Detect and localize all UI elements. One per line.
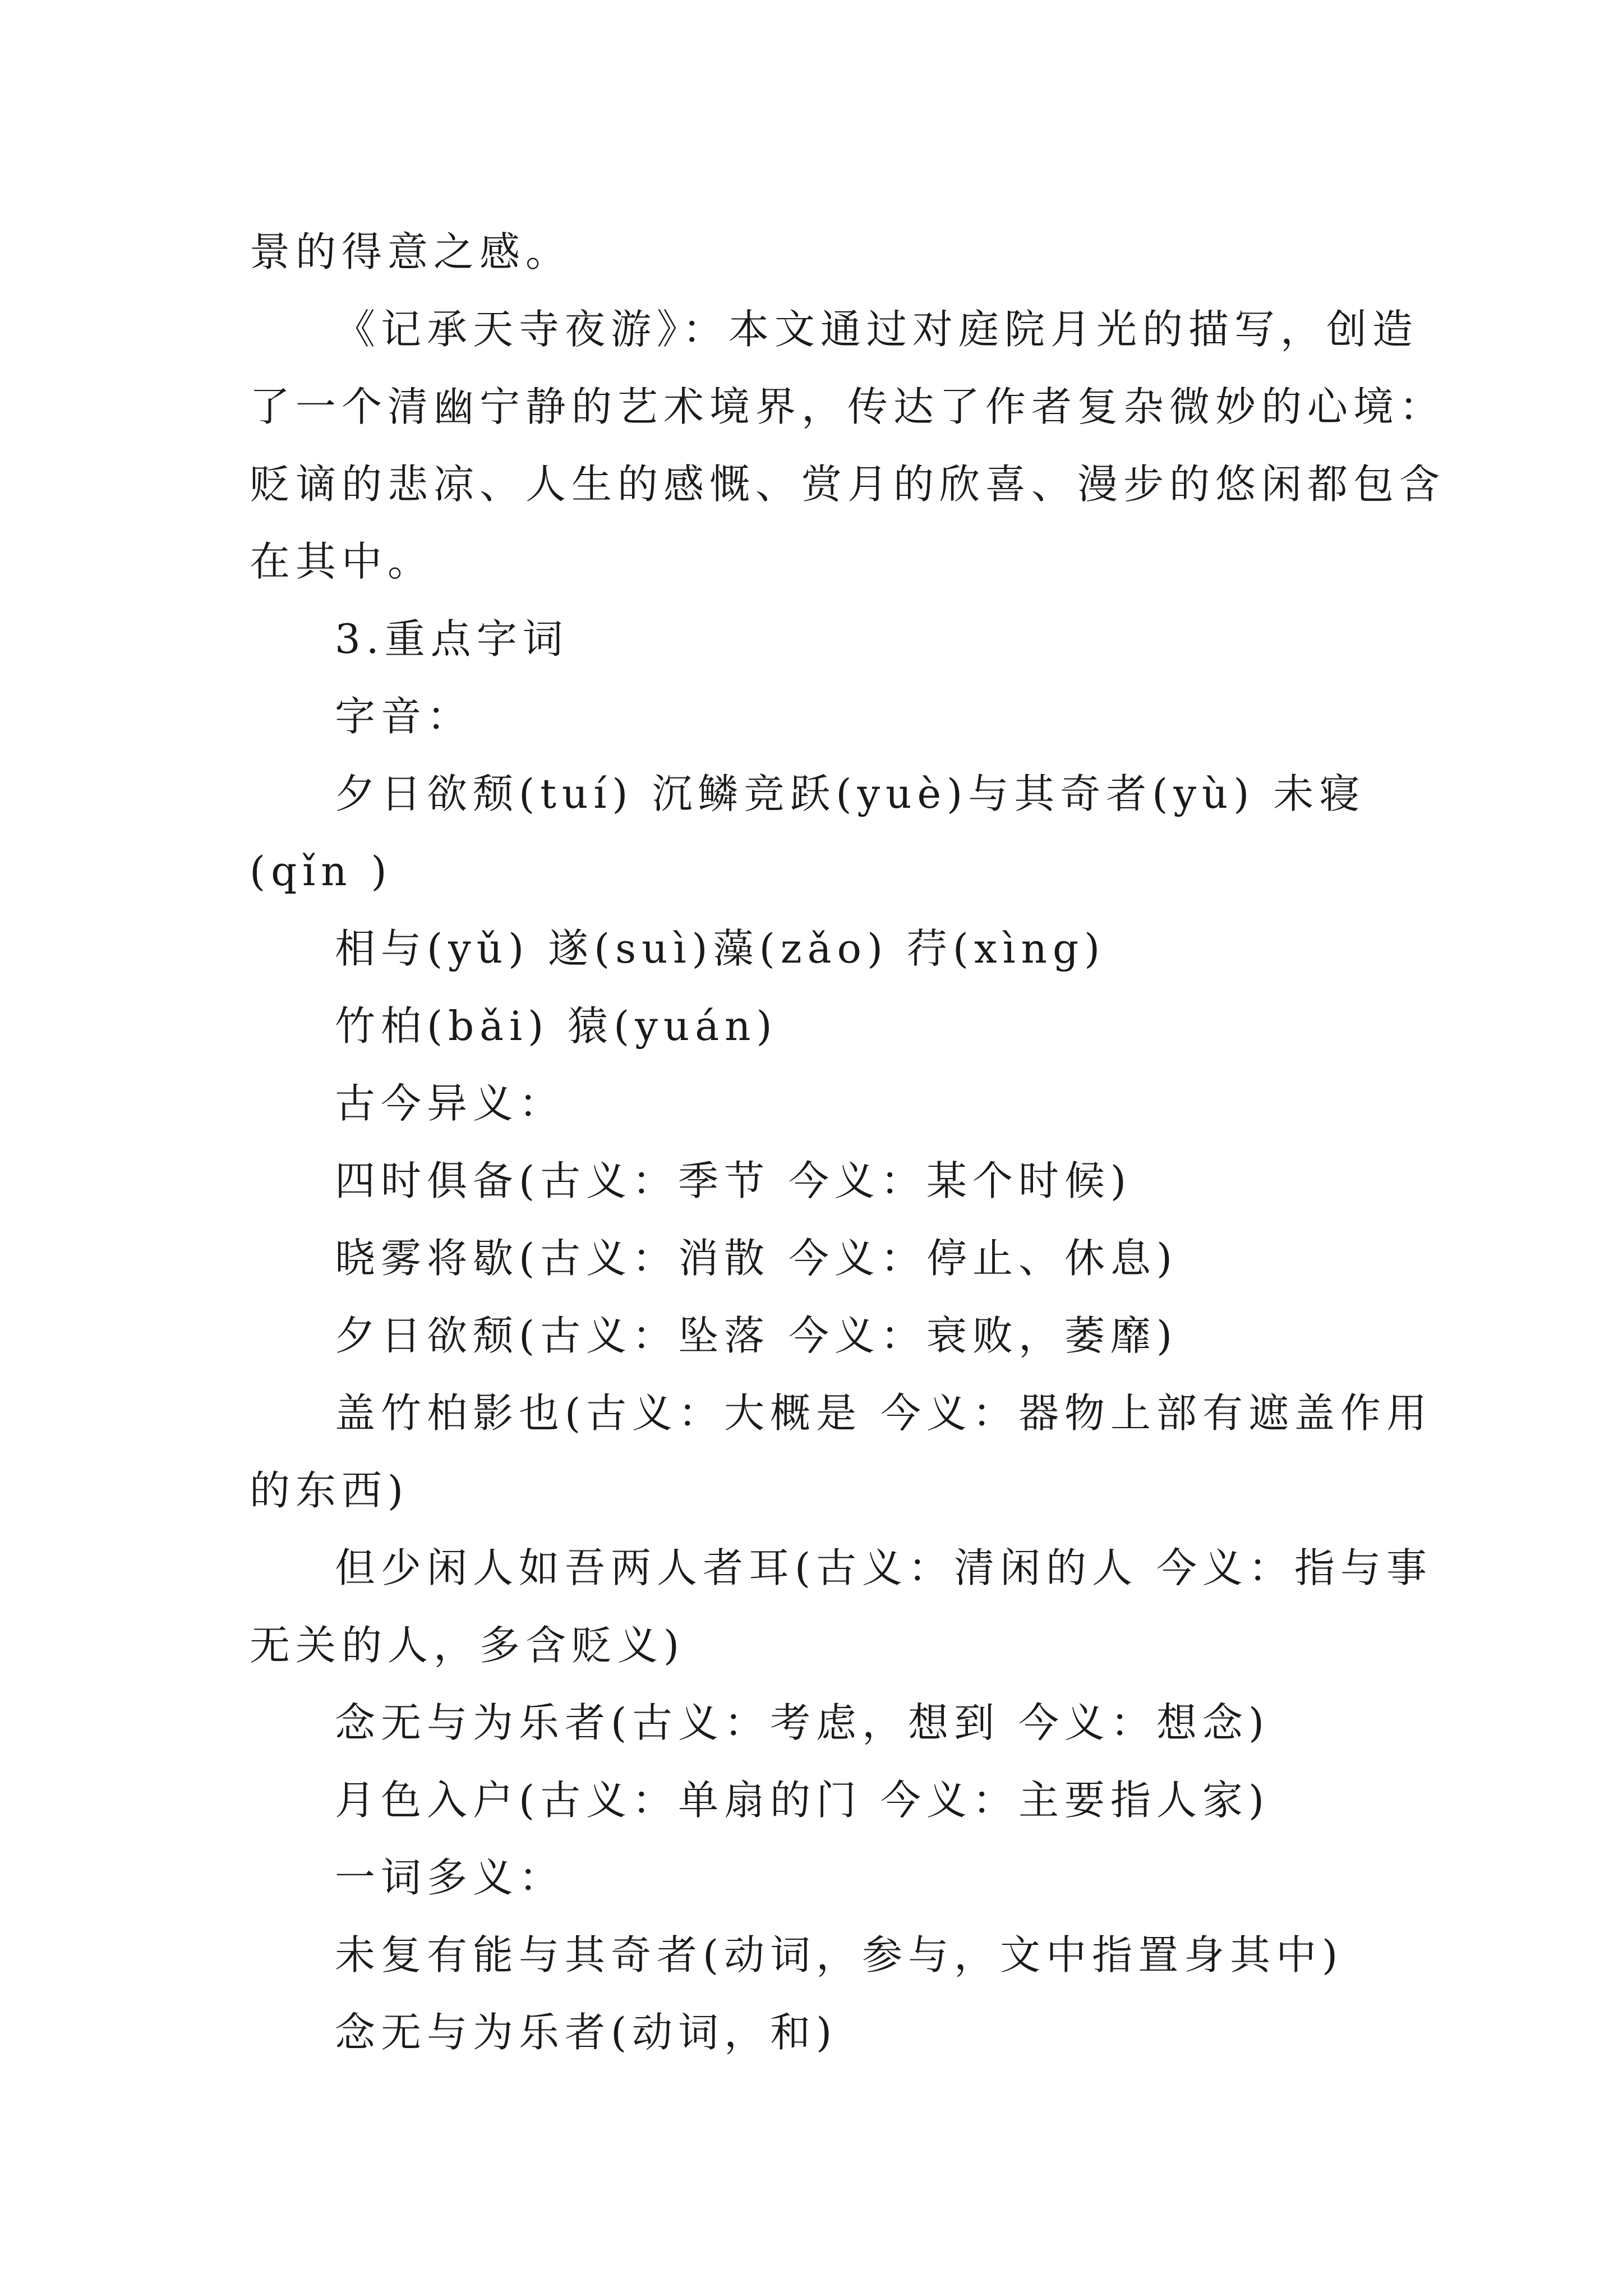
text-line: 但少闲人如吾两人者耳(古义：清闲的人 今义：指与事	[335, 1544, 1432, 1591]
text-line: 未复有能与其奇者(动词，参与，文中指置身其中)	[335, 1931, 1344, 1978]
text-line: 夕日欲颓(tuí) 沉鳞竞跃(yuè)与其奇者(yù) 未寝	[335, 770, 1366, 817]
text-line: 晓雾将歇(古义：消散 今义：停止、休息)	[335, 1235, 1178, 1282]
subsection-heading: 字音：	[335, 693, 473, 740]
text-line: 的东西)	[250, 1467, 409, 1514]
text-line: 念无与为乐者(动词，和)	[335, 2009, 838, 2056]
text-line: (qǐn )	[250, 848, 393, 895]
text-line: 夕日欲颓(古义：坠落 今义：衰败，萎靡)	[335, 1312, 1178, 1359]
text-line: 月色入户(古义：单扇的门 今义：主要指人家)	[335, 1777, 1270, 1824]
text-line: 无关的人，多含贬义)	[250, 1622, 685, 1669]
text-line: 贬谪的悲凉、人生的感慨、赏月的欣喜、漫步的悠闲都包含	[250, 461, 1446, 508]
text-line: 了一个清幽宁静的艺术境界，传达了作者复杂微妙的心境：	[250, 383, 1446, 430]
text-line: 盖竹柏影也(古义：大概是 今义：器物上部有遮盖作用	[335, 1389, 1432, 1437]
subsection-heading: 古今异义：	[335, 1080, 565, 1127]
text-line: 相与(yǔ) 遂(suì)藻(zǎo) 荇(xìng)	[335, 925, 1106, 972]
subsection-heading: 一词多义：	[335, 1854, 565, 1901]
document-body	[250, 213, 1446, 2071]
text-line: 念无与为乐者(古义：考虑，想到 今义：想念)	[335, 1699, 1270, 1746]
text-line: 在其中。	[250, 538, 434, 585]
section-heading: 3.重点字词	[335, 615, 569, 662]
text-line: 四时俱备(古义：季节 今义：某个时候)	[335, 1157, 1132, 1204]
text-line: 景的得意之感。	[250, 228, 572, 275]
text-line: 竹柏(bǎi) 猿(yuán)	[335, 1002, 778, 1050]
text-line: 《记承天寺夜游》：本文通过对庭院月光的描写，创造	[335, 306, 1419, 353]
